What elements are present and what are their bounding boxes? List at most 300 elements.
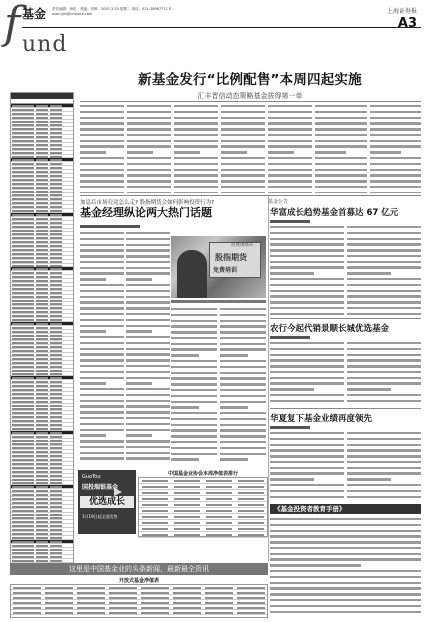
right-byline-2 — [270, 336, 310, 339]
text-line — [220, 429, 266, 431]
text-line — [171, 348, 217, 350]
right-rule-1 — [270, 318, 421, 319]
text-line — [270, 599, 421, 601]
text-line — [315, 128, 367, 130]
text-line — [270, 243, 344, 245]
text-line — [347, 284, 421, 286]
text-line — [270, 400, 344, 402]
text-line — [270, 388, 314, 390]
masthead-brand: 上海证券报 — [386, 8, 417, 15]
text-line — [220, 308, 266, 310]
text-line — [80, 128, 124, 130]
text-line — [347, 238, 421, 240]
text-line — [80, 429, 124, 431]
text-line — [126, 388, 170, 390]
text-line — [221, 117, 265, 119]
text-line — [80, 134, 124, 136]
text-line — [347, 382, 421, 384]
text-line — [80, 163, 124, 165]
text-line — [126, 371, 170, 373]
text-line — [221, 169, 265, 171]
text-line — [80, 151, 106, 153]
table-row — [139, 532, 267, 538]
text-line — [126, 452, 170, 454]
text-line — [126, 411, 170, 413]
text-line — [80, 267, 124, 269]
text-line — [270, 449, 344, 451]
text-line — [370, 117, 421, 119]
lead-text-col-7 — [370, 105, 421, 193]
text-line — [171, 406, 199, 408]
text-line — [126, 423, 170, 425]
right-rule-2 — [270, 408, 421, 409]
text-line — [347, 490, 421, 492]
text-line — [347, 290, 421, 292]
text-line — [221, 163, 265, 165]
lead-subheadline: 汇丰晋信动态策略基金拔得第一单 — [197, 92, 303, 100]
text-line — [171, 331, 217, 333]
text-line — [347, 295, 421, 297]
headline-rule — [80, 101, 421, 102]
text-line — [270, 541, 421, 543]
text-line — [370, 134, 421, 136]
text-line — [315, 180, 367, 182]
text-line — [126, 244, 170, 246]
text-line — [270, 354, 344, 356]
text-line — [221, 186, 265, 188]
text-line — [270, 444, 344, 446]
text-line — [126, 353, 170, 355]
text-line — [80, 278, 106, 280]
text-line — [80, 249, 124, 251]
text-line — [270, 348, 344, 350]
text-line — [268, 186, 312, 188]
text-line — [126, 429, 170, 431]
text-line — [315, 192, 367, 193]
text-line — [315, 169, 367, 171]
text-line — [80, 342, 124, 344]
right-text-3a — [270, 432, 344, 500]
text-line — [220, 458, 248, 460]
right-text-2b — [347, 342, 421, 406]
text-line — [220, 441, 266, 443]
text-line — [171, 337, 217, 339]
text-line — [270, 524, 421, 526]
text-line — [171, 441, 217, 443]
text-line — [220, 360, 266, 362]
text-line — [268, 128, 312, 130]
photo-person — [177, 250, 207, 298]
text-line — [80, 405, 124, 407]
text-line — [171, 401, 217, 403]
masthead-section-en: und — [22, 32, 68, 57]
text-line — [270, 272, 314, 274]
text-line — [221, 140, 265, 142]
text-line — [80, 261, 124, 263]
text-line — [80, 446, 124, 448]
text-line — [127, 163, 171, 165]
text-line — [220, 401, 266, 403]
text-line — [270, 377, 344, 379]
text-line — [220, 412, 266, 414]
feature-box-arrow-icon — [392, 504, 404, 514]
story2-headline: 基金经理纵论两大热门话题 — [80, 206, 212, 219]
story2-deck: 加息后市场究竟怎么走? 股指期货会如何影响投资行为? — [80, 200, 215, 206]
text-line — [127, 122, 171, 124]
text-line — [347, 400, 421, 402]
text-line — [268, 105, 312, 107]
text-line — [126, 434, 152, 436]
text-line — [270, 307, 344, 309]
text-line — [220, 447, 266, 449]
text-line — [80, 272, 124, 274]
text-line — [270, 371, 344, 373]
text-line — [174, 140, 218, 142]
text-line — [270, 249, 344, 251]
text-line — [270, 226, 344, 228]
text-line — [347, 432, 421, 434]
text-line — [80, 330, 106, 332]
text-line — [270, 455, 344, 457]
text-line — [127, 174, 171, 176]
text-line — [268, 180, 312, 182]
text-line — [126, 319, 170, 321]
text-line — [126, 417, 170, 419]
text-line — [126, 255, 170, 257]
text-line — [270, 290, 344, 292]
text-line — [127, 145, 171, 147]
text-line — [174, 151, 200, 153]
text-line — [126, 405, 170, 407]
lead-text-col-2 — [127, 105, 171, 193]
right-text-2a — [270, 342, 344, 406]
text-line — [270, 284, 344, 286]
text-line — [220, 366, 266, 368]
text-line — [347, 496, 421, 498]
right-text-1a — [270, 226, 344, 316]
nav-table — [10, 584, 268, 618]
text-line — [270, 365, 344, 367]
text-line — [127, 128, 171, 130]
text-line — [220, 331, 266, 333]
right-byline-3 — [270, 426, 310, 429]
text-line — [270, 278, 344, 280]
text-line — [220, 453, 266, 455]
text-line — [220, 406, 248, 408]
text-line — [80, 232, 124, 234]
fund-advertisement — [78, 470, 136, 534]
text-line — [80, 394, 124, 396]
text-line — [370, 174, 421, 176]
text-line — [171, 372, 217, 374]
text-line — [127, 105, 171, 107]
text-line — [80, 105, 124, 107]
text-line — [174, 180, 218, 182]
text-line — [80, 371, 124, 373]
text-line — [80, 319, 124, 321]
text-line — [347, 484, 421, 486]
text-line — [127, 180, 171, 182]
text-line — [221, 151, 247, 153]
text-line — [370, 151, 401, 153]
text-line — [315, 163, 367, 165]
text-line — [268, 174, 312, 176]
story2-byline — [80, 225, 140, 228]
text-line — [270, 582, 421, 584]
text-line — [315, 151, 346, 153]
text-line — [347, 348, 421, 350]
text-line — [126, 348, 170, 350]
text-line — [270, 484, 344, 486]
right-headline-3: 华夏复下基金业绩再度领先 — [270, 414, 373, 424]
text-line — [268, 163, 312, 165]
text-line — [347, 226, 421, 228]
text-line — [221, 145, 265, 147]
text-line — [126, 440, 170, 442]
text-line — [126, 377, 170, 379]
text-line — [347, 359, 421, 361]
text-line — [315, 186, 367, 188]
text-line — [347, 438, 421, 440]
text-line — [270, 472, 344, 474]
text-line — [268, 192, 312, 193]
story2-text-col-2 — [126, 232, 170, 464]
text-line — [171, 429, 217, 431]
text-line — [347, 301, 421, 303]
text-line — [347, 478, 391, 480]
text-line — [268, 117, 312, 119]
text-line — [370, 140, 421, 142]
text-line — [347, 232, 421, 234]
text-line — [126, 238, 170, 240]
text-line — [220, 325, 266, 327]
text-line — [315, 174, 367, 176]
text-line — [171, 424, 217, 426]
text-line — [370, 111, 421, 113]
text-line — [220, 424, 266, 426]
text-line — [80, 186, 124, 188]
text-line — [80, 122, 124, 124]
text-line — [171, 308, 217, 310]
text-line — [347, 243, 421, 245]
text-line — [174, 186, 218, 188]
text-line — [270, 518, 421, 520]
text-line — [268, 169, 312, 171]
text-line — [80, 255, 124, 257]
text-line — [220, 372, 266, 374]
text-line — [270, 301, 344, 303]
text-line — [171, 377, 217, 379]
text-line — [315, 145, 367, 147]
text-line — [270, 587, 421, 589]
text-line — [126, 261, 170, 263]
text-line — [270, 359, 344, 361]
text-line — [171, 360, 217, 362]
text-line — [126, 365, 170, 367]
text-line — [80, 382, 106, 384]
text-line — [127, 151, 153, 153]
text-line — [220, 337, 266, 339]
lead-text-col-6 — [315, 105, 367, 193]
text-line — [174, 117, 218, 119]
text-line — [220, 395, 266, 397]
text-line — [220, 348, 266, 350]
text-line — [171, 395, 217, 397]
text-line — [315, 157, 367, 159]
text-line — [127, 192, 171, 193]
text-line — [126, 301, 170, 303]
text-line — [270, 570, 421, 572]
ad-tagline: 3月19日起全面发售 — [82, 514, 118, 519]
lead-text-col-4 — [221, 105, 265, 193]
text-line — [174, 122, 218, 124]
text-line — [126, 457, 170, 459]
story2-text-col-1 — [80, 232, 124, 464]
text-line — [80, 313, 124, 315]
text-line — [126, 249, 170, 251]
text-line — [80, 348, 124, 350]
text-line — [127, 117, 171, 119]
text-line — [270, 467, 344, 469]
text-line — [370, 163, 421, 165]
text-line — [126, 296, 170, 298]
text-line — [221, 122, 265, 124]
text-line — [80, 244, 124, 246]
text-line — [126, 232, 170, 234]
photo-caption — [171, 300, 266, 303]
text-line — [315, 134, 367, 136]
text-line — [347, 388, 391, 390]
text-line — [221, 180, 265, 182]
text-line — [80, 284, 124, 286]
masthead-logo-letter: f — [4, 0, 21, 49]
right-headline-2: 农行今起代销景顺长城优选基金 — [270, 324, 390, 334]
text-line — [80, 440, 124, 442]
text-line — [171, 320, 217, 322]
text-line — [315, 140, 367, 142]
text-line — [80, 325, 124, 327]
text-line — [347, 449, 421, 451]
text-line — [171, 325, 217, 327]
masthead-section: 基金 — [22, 7, 47, 21]
table-row — [11, 610, 267, 615]
text-line — [270, 266, 344, 268]
text-line — [370, 169, 421, 171]
text-line — [270, 313, 344, 315]
text-line — [171, 383, 217, 385]
lead-headline: 新基金发行“比例配售”本周四起实施 — [138, 72, 362, 88]
text-line — [174, 169, 218, 171]
text-line — [171, 458, 199, 460]
story2-text-col-3 — [171, 308, 217, 464]
lead-text-col-3 — [174, 105, 218, 193]
text-line — [270, 342, 344, 344]
photo-banner-text: 投资现场开 — [231, 243, 254, 248]
text-line — [80, 157, 124, 159]
text-line — [126, 313, 170, 315]
text-line — [126, 267, 170, 269]
text-line — [174, 192, 218, 193]
text-line — [171, 389, 217, 391]
masthead — [0, 0, 425, 72]
text-line — [80, 145, 124, 147]
text-line — [270, 255, 344, 257]
text-line — [126, 336, 170, 338]
ranking-table-title: 中国基金业协会本周净值表排行 — [167, 471, 238, 477]
text-line — [80, 238, 124, 240]
text-line — [126, 359, 170, 361]
text-line — [220, 377, 266, 379]
text-line — [126, 284, 170, 286]
text-line — [174, 111, 218, 113]
text-line — [270, 238, 344, 240]
right-byline-1 — [270, 220, 310, 223]
text-line — [270, 576, 421, 578]
text-line — [80, 180, 124, 182]
text-line — [270, 605, 421, 607]
text-line — [370, 122, 421, 124]
text-line — [127, 169, 171, 171]
text-line — [221, 128, 265, 130]
text-line — [268, 111, 312, 113]
text-line — [80, 457, 124, 459]
text-line — [221, 157, 265, 159]
text-line — [270, 530, 421, 532]
text-line — [270, 535, 421, 537]
text-line — [80, 336, 124, 338]
text-line — [270, 478, 314, 480]
text-line — [80, 400, 124, 402]
text-line — [270, 461, 344, 463]
text-line — [270, 432, 344, 434]
lead-text-col-1 — [80, 105, 124, 193]
text-line — [220, 354, 248, 356]
text-line — [80, 417, 124, 419]
text-line — [347, 272, 391, 274]
text-line — [221, 174, 265, 176]
text-line — [270, 611, 421, 613]
right-section-label: 基金公告 — [268, 199, 289, 205]
text-line — [220, 314, 266, 316]
text-line — [268, 122, 312, 124]
text-line — [80, 117, 124, 119]
text-line — [171, 412, 217, 414]
text-line — [270, 553, 421, 555]
text-line — [126, 272, 170, 274]
text-line — [268, 140, 312, 142]
text-line — [80, 301, 124, 303]
text-line — [127, 157, 171, 159]
text-line — [126, 400, 170, 402]
text-line — [220, 383, 266, 385]
text-line — [347, 467, 421, 469]
text-line — [315, 105, 367, 107]
text-line — [80, 388, 124, 390]
text-line — [270, 496, 344, 498]
text-line — [270, 547, 421, 549]
text-line — [80, 423, 124, 425]
text-line — [174, 145, 218, 147]
text-line — [220, 343, 266, 345]
text-line — [370, 157, 421, 159]
text-line — [80, 174, 124, 176]
text-line — [80, 290, 124, 292]
text-line — [127, 134, 171, 136]
text-line — [347, 255, 421, 257]
text-line — [270, 382, 344, 384]
section-rule — [80, 195, 421, 196]
text-line — [174, 128, 218, 130]
